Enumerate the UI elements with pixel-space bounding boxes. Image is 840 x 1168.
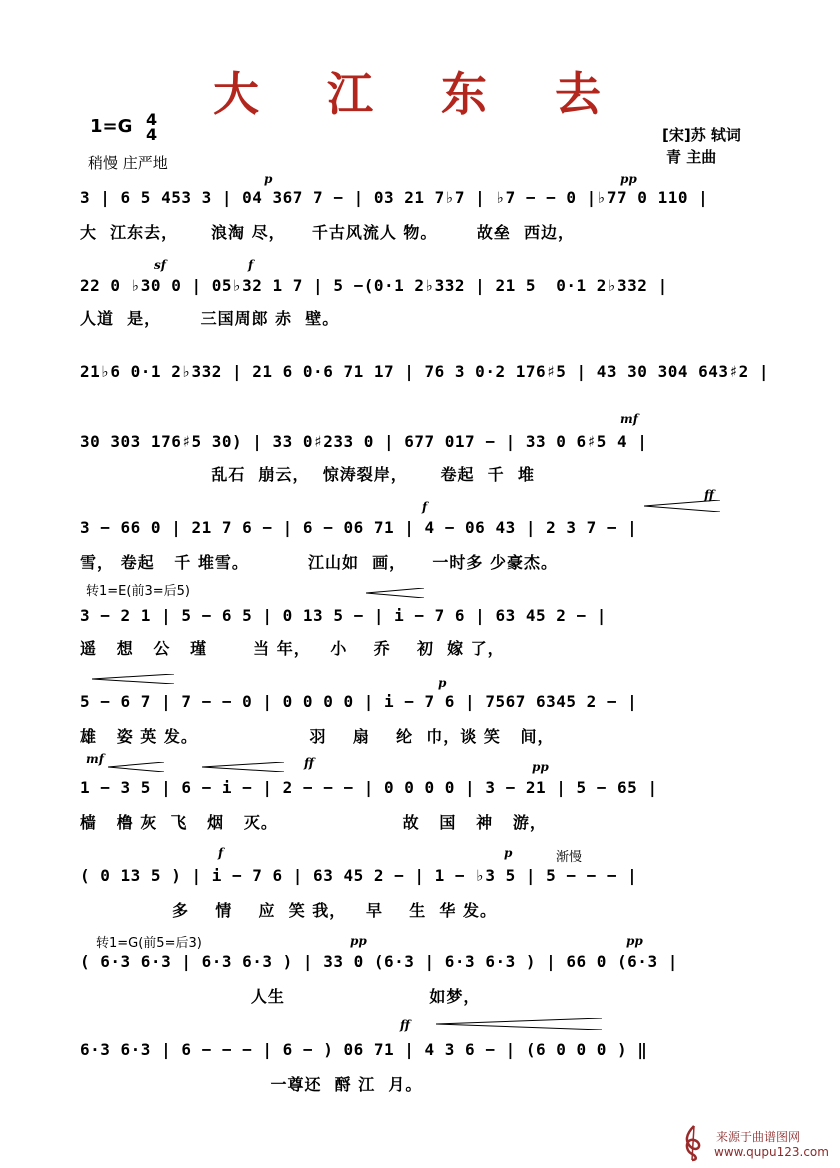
crescendo-hairpin (436, 1018, 602, 1030)
key-signature: 1=G (90, 116, 133, 137)
lyric-line: 雪， 卷起 千 堆雪。 江山如 画， 一时多 少豪杰。 (80, 553, 558, 572)
time-signature-bottom: 4 (146, 125, 158, 144)
dynamic-f: f (422, 500, 428, 514)
crescendo-hairpin (366, 588, 424, 598)
source-site-name: 来源于曲谱图网 (716, 1130, 801, 1144)
notation-line: ( 0 13 5 ) | i − 7 6 | 63 45 2 − | 1 − ♭3 5 | 5 − − − | (80, 866, 638, 885)
notation-line: ( 6·3 6·3 | 6·3 6·3 ) | 33 0 (6·3 | 6·3 6·3 ) | 66 0 (6·3 | (80, 952, 678, 971)
dynamic-mf: mf (620, 412, 638, 426)
lyric-line: 一尊还 酹 江 月。 (80, 1075, 423, 1094)
dynamic-pp: pp (350, 934, 367, 948)
modulation-note: 转1=E(前3=后5) (86, 584, 190, 599)
notation-line: 22 0 ♭30 0 | 05♭32 1 7 | 5 −(0·1 2♭332 | 21 5 0·1 2♭332 | (80, 276, 668, 295)
notation-line: 6·3 6·3 | 6 − − − | 6 − ) 06 71 | 4 3 6 − | (6 0 0 0 ) ‖ (80, 1040, 648, 1059)
notation-line: 21♭6 0·1 2♭332 | 21 6 0·6 71 17 | 76 3 0·2 176♯5 | 43 30 304 643♯2 | (80, 362, 770, 381)
time-signature-top: 4 (146, 110, 158, 129)
notation-line: 3 − 66 0 | 21 7 6 − | 6 − 06 71 | 4 − 06 43 | 2 3 7 − | (80, 518, 638, 537)
dynamic-ff: ff (304, 756, 314, 770)
notation-line: 3 − 2 1 | 5 − 6 5 | 0 13 5 − | i − 7 6 | 63 45 2 − | (80, 606, 607, 625)
lyric-line: 人道 是， 三国周郎 赤 壁。 (80, 309, 340, 328)
tempo-change: 渐慢 (556, 850, 583, 865)
notation-line: 1 − 3 5 | 6 − i − | 2 − − − | 0 0 0 0 | 3 − 21 | 5 − 65 | (80, 778, 658, 797)
source-site-url[interactable]: www.qupu123.com (714, 1145, 829, 1159)
dynamic-ff: ff (400, 1018, 410, 1032)
crescendo-hairpin (202, 762, 284, 772)
notation-line: 5 − 6 7 | 7 − − 0 | 0 0 0 0 | i − 7 6 | 7567 6345 2 − | (80, 692, 638, 711)
time-signature (146, 112, 157, 142)
lyric-line: 多 情 应 笑 我， 早 生 华 发。 (80, 901, 497, 920)
dynamic-p: p (264, 172, 273, 186)
notation-line: 3 | 6 5 453 3 | 04 367 7 − | 03 21 7♭7 | ♭7 − − 0 |♭77 0 110 | (80, 188, 709, 207)
dynamic-ff: ff (704, 488, 714, 502)
lyric-line: 大 江东去， 浪淘 尽， 千古风流人 物。 故垒 西边， (80, 223, 575, 242)
dynamic-pp: pp (626, 934, 643, 948)
dynamic-mf: mf (86, 752, 104, 766)
dynamic-pp: pp (532, 760, 549, 774)
crescendo-hairpin (92, 674, 174, 684)
lyric-line: 乱石 崩云， 惊涛裂岸， 卷起 千 堆 (80, 465, 535, 484)
notation-line: 30 303 176♯5 30) | 33 0♯233 0 | 677 017 − | 33 0 6♯5 4 | (80, 432, 648, 451)
crescendo-hairpin (108, 762, 164, 772)
treble-clef-logo (676, 1124, 710, 1162)
modulation-note: 转1=G(前5=后3) (96, 936, 202, 951)
lyric-line: 樯 橹 灰 飞 烟 灭。 故 国 神 游， (80, 813, 547, 832)
lyricist-credit: [宋]苏 轼词 (662, 126, 741, 144)
song-title: 大 江 东 去 (212, 67, 628, 121)
composer-credit: 青 主曲 (666, 148, 717, 166)
dynamic-f: f (248, 258, 254, 272)
lyric-line: 遥 想 公 瑾 当 年， 小 乔 初 嫁 了， (80, 639, 505, 658)
lyric-line: 雄 姿 英 发。 羽 扇 纶 巾，谈 笑 间， (80, 727, 555, 746)
dynamic-p: p (504, 846, 513, 860)
dynamic-f: f (218, 846, 224, 860)
lyric-line: 人生 如梦， (80, 987, 481, 1006)
dynamic-sf: sf (154, 258, 166, 272)
tempo-marking: 稍慢 庄严地 (88, 154, 168, 172)
dynamic-pp: pp (620, 172, 637, 186)
dynamic-p: p (438, 676, 447, 690)
